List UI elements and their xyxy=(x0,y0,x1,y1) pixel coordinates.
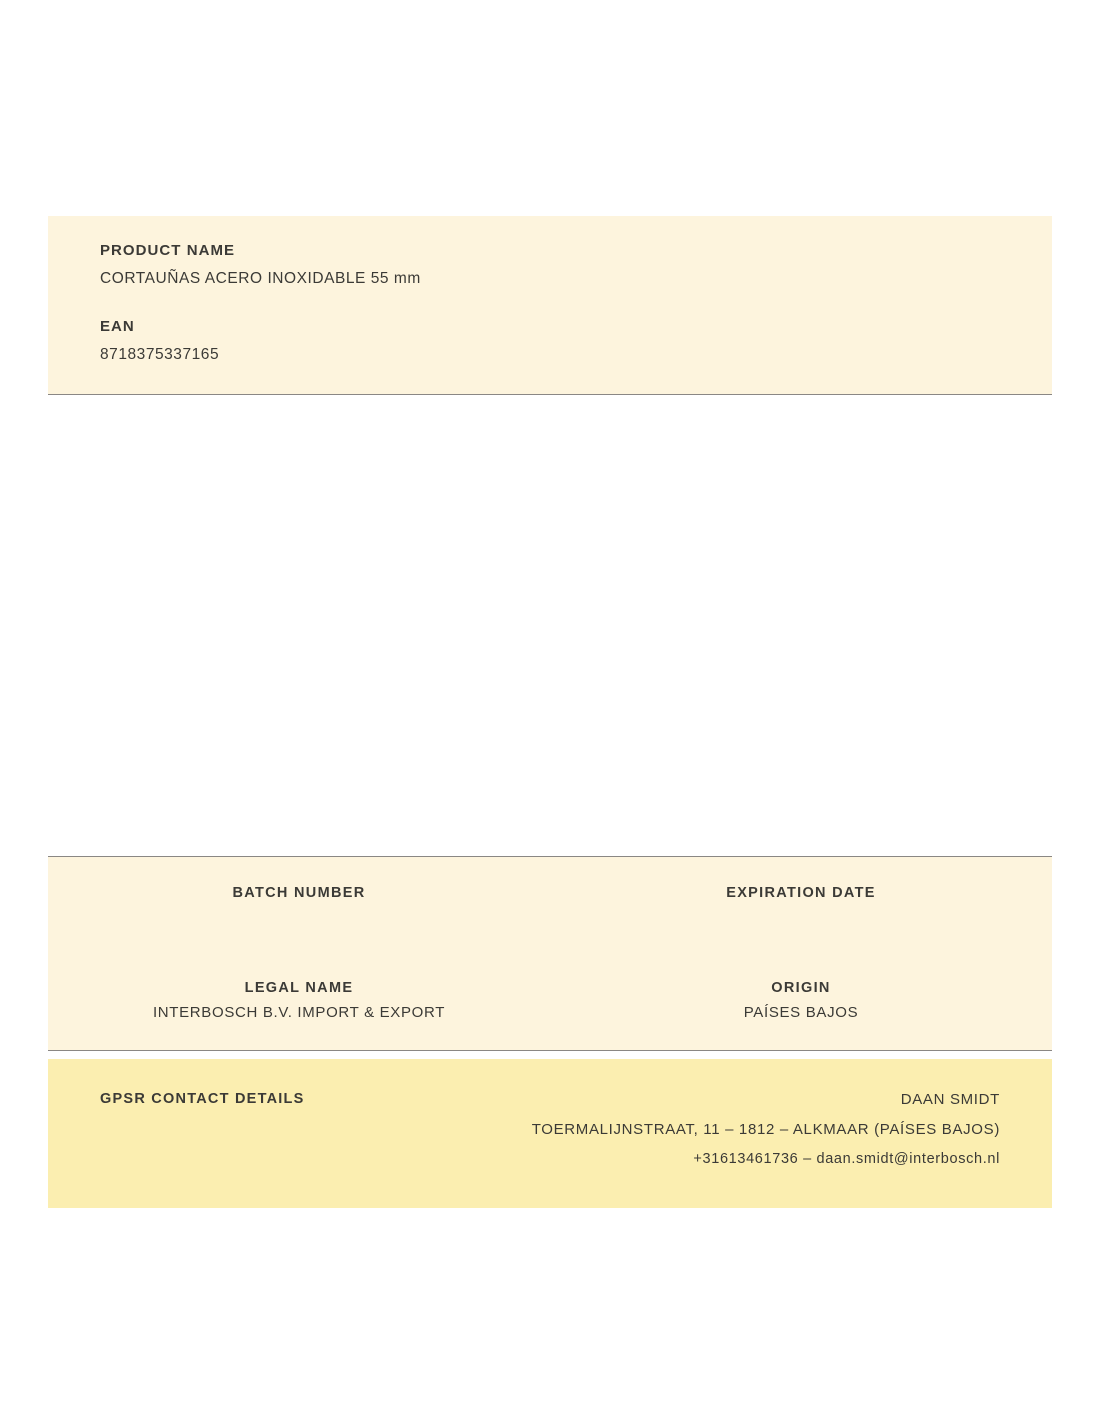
origin-label: ORIGIN xyxy=(771,980,831,996)
product-name-label: PRODUCT NAME xyxy=(100,242,236,259)
origin-value: PAÍSES BAJOS xyxy=(743,1004,859,1021)
gpsr-contact-address: TOERMALIJNSTRAAT, 11 – 1812 – ALKMAAR (PAÍSES BAJOS) xyxy=(531,1120,1000,1138)
batch-number-label: BATCH NUMBER xyxy=(232,885,366,901)
gpsr-contact-label: GPSR CONTACT DETAILS xyxy=(100,1091,305,1107)
batch-number-cell xyxy=(48,885,550,927)
gpsr-contact-phone-email: +31613461736 – daan.smidt@interbosch.nl xyxy=(693,1150,1000,1167)
legal-name-label: LEGAL NAME xyxy=(244,980,354,996)
origin-cell xyxy=(550,980,1052,1022)
product-info-panel xyxy=(48,216,1052,395)
gpsr-contact-name: DAAN SMIDT xyxy=(900,1091,1000,1108)
batch-number-value xyxy=(58,909,540,927)
details-row-batch xyxy=(48,885,1052,927)
product-details-panel xyxy=(48,856,1052,1051)
product-name-value: CORTAUÑAS ACERO INOXIDABLE 55 mm xyxy=(100,270,421,287)
expiration-date-cell xyxy=(550,885,1052,927)
ean-label: EAN xyxy=(100,318,135,335)
legal-name-value: INTERBOSCH B.V. IMPORT & EXPORT xyxy=(152,1004,446,1021)
ean-value: 8718375337165 xyxy=(100,346,220,363)
spacer xyxy=(100,288,1000,318)
spacer xyxy=(48,927,1052,980)
expiration-date-label: EXPIRATION DATE xyxy=(726,885,876,901)
gpsr-contact-panel xyxy=(48,1059,1052,1208)
expiration-date-value xyxy=(560,909,1042,927)
details-row-legal xyxy=(48,980,1052,1022)
gpsr-contact-lines xyxy=(305,1089,1000,1170)
legal-name-cell xyxy=(48,980,550,1022)
